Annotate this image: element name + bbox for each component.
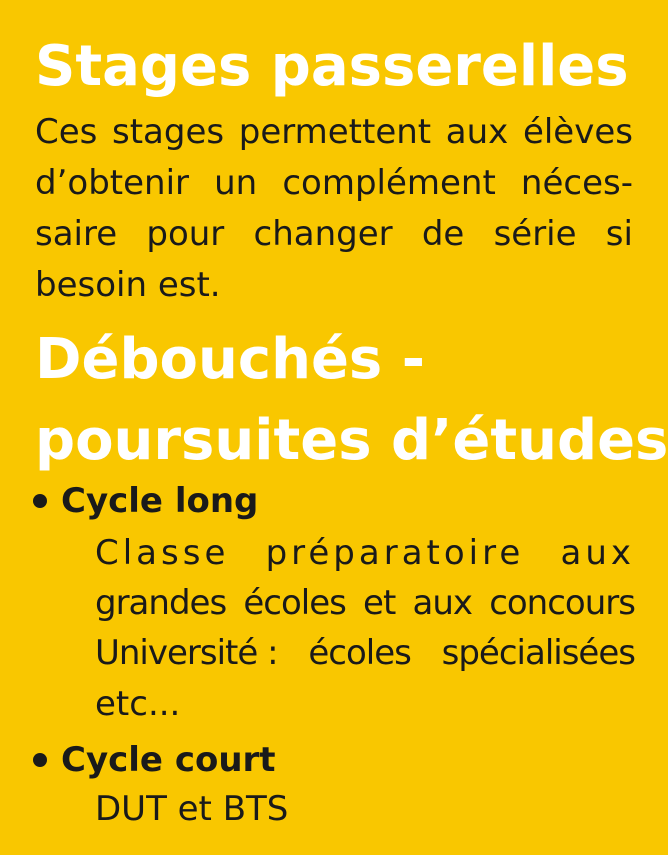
bullet-label: Cycle court xyxy=(61,740,276,780)
word: de xyxy=(421,214,465,254)
word: aux xyxy=(560,533,635,573)
word: spécialisées xyxy=(441,633,635,673)
word: grandes xyxy=(95,583,227,623)
word: série xyxy=(493,214,577,254)
word: écoles xyxy=(243,583,346,623)
word: et xyxy=(363,583,396,623)
word: Ces xyxy=(35,112,98,152)
word: d’obtenir xyxy=(35,163,189,203)
bullet-cycle-court xyxy=(33,738,276,782)
section-title-debouches-line1: Débouchés - xyxy=(35,327,426,392)
word: permettent xyxy=(238,112,432,152)
cycle-long-line-2 xyxy=(95,578,635,629)
word: élèves xyxy=(522,112,633,152)
word: pour xyxy=(146,214,225,254)
word: changer xyxy=(253,214,393,254)
word: DUT et BTS xyxy=(95,789,289,829)
intro-line-2 xyxy=(35,158,633,209)
word: aux xyxy=(412,583,472,623)
intro-line-3 xyxy=(35,209,633,260)
word: besoin est. xyxy=(35,265,221,305)
cycle-long-line-4 xyxy=(95,679,180,730)
word: préparatoire xyxy=(265,533,525,573)
section-title-stages-passerelles: Stages passerelles xyxy=(35,34,629,99)
bullet-icon xyxy=(33,494,47,508)
word: concours xyxy=(489,583,635,623)
bullet-label: Cycle long xyxy=(61,481,259,521)
word: stages xyxy=(112,112,225,152)
word: complément xyxy=(282,163,496,203)
word: si xyxy=(605,214,633,254)
section-title-debouches-line2: poursuites d’études xyxy=(35,408,668,473)
word: saire xyxy=(35,214,118,254)
word: Université : xyxy=(95,633,278,673)
word: etc... xyxy=(95,684,181,724)
word: Classe xyxy=(95,533,230,573)
cycle-long-line-1 xyxy=(95,528,635,579)
cycle-court-line-1 xyxy=(95,784,288,835)
bullet-icon xyxy=(33,753,47,767)
word: néces- xyxy=(520,163,633,203)
intro-line-1 xyxy=(35,107,633,158)
bullet-cycle-long xyxy=(33,479,258,523)
word: un xyxy=(214,163,258,203)
intro-line-4 xyxy=(35,260,221,311)
cycle-long-line-3 xyxy=(95,628,635,679)
word: aux xyxy=(445,112,509,152)
word: écoles xyxy=(308,633,411,673)
